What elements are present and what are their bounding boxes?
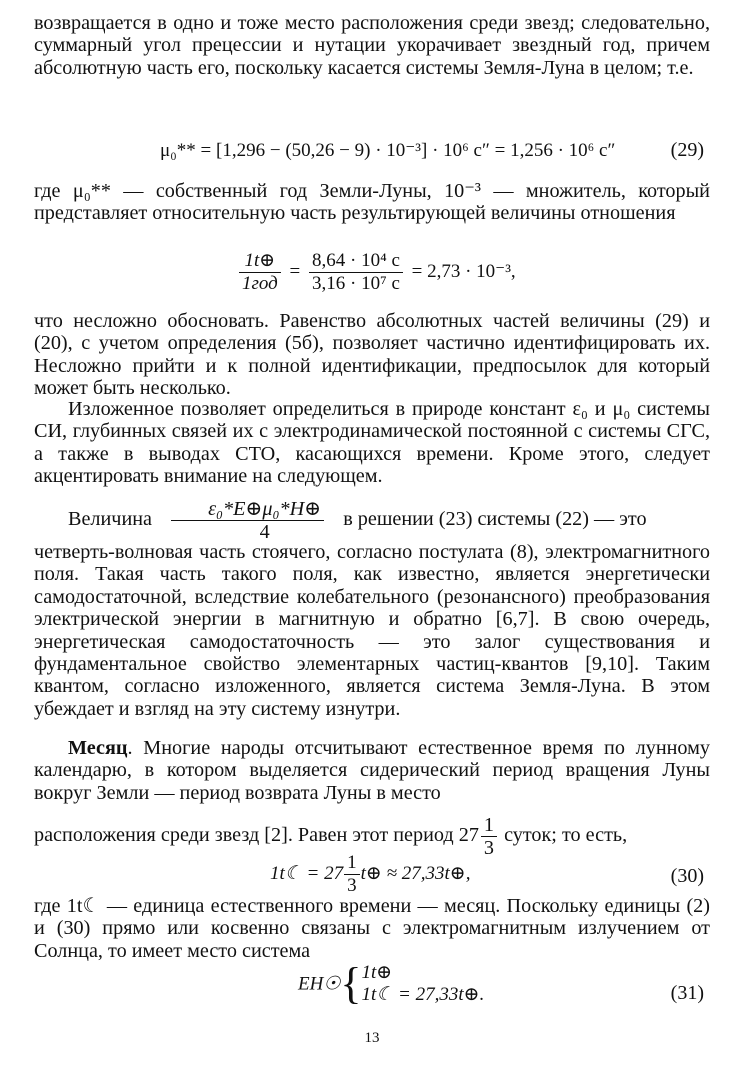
equation-29: μ₀** = [1,296 − (50,26 − 9) · 10⁻³] · 10⁶ c″ = 1,256 · 10⁶ c″ [160,140,616,161]
equation-30-denominator: 3 [347,875,357,896]
period-text: расположения среди звезд [2]. Равен этот период 27 [34,824,479,847]
equation-29-number: (29) [670,139,704,161]
ratio-left-denominator: 1год [242,273,278,294]
equation-31-number: (31) [670,982,704,1004]
paragraph-constants: Изложенное позволяет определиться в природе констант ε₀ и μ₀ системы СИ, глубинных связей их с электродинамической постоянной c системы СГС, а также в выводах СТО, касающихся времени. Кроме этого, следует акцентировать внимание на следующем. [34,398,710,488]
equation-31-system [362,962,485,1006]
paragraph-month [34,737,710,804]
period-fraction [481,814,497,859]
paragraph-quantity [34,498,710,543]
ratio-right-numerator: 8,64 · 10⁴ c [309,250,403,273]
page-number: 13 [364,1030,380,1046]
period-tail: суток; то есть, [504,824,628,847]
ratio-result: = 2,73 · 10⁻³, [411,260,516,282]
equation-30-fraction [344,852,360,897]
equation-30-numerator: 1 [344,852,360,875]
paragraph-intro: возвращается в одно и тоже место расположения среди звезд; следовательно, суммарный угол прецессии и нутации укорачивает звездный год, причем абсолютную часть его, поскольку касается системы Земля-Луна в целом; т.е. [34,12,710,79]
equation-30-lhs: 1t☾ = 27 [270,862,344,884]
equation-31-line2: 1t☾ = 27,33t⊕. [361,984,485,1005]
ratio-left-fraction [239,250,281,295]
paragraph-identification: что несложно обосновать. Равенство абсолютных частей величины (29) и (20), с учетом определения (5б), позволяет частично идентифицировать их. Несложно прийти и к полной идентификации, предпосылок для который может быть несколько. [34,310,710,400]
quantity-denominator: 4 [259,521,270,543]
period-numerator: 1 [481,814,497,837]
month-text: . Многие народы отсчитывают естественное время по лунному календарю, в котором выделяется сидерический период вращения Луны вокруг Земли — период возврата Луны в место [34,737,710,804]
quantity-tail: в решении (23) системы (22) — это [343,508,647,531]
quantity-lead: Величина [68,508,153,531]
equation-31 [298,959,485,1008]
period-denominator: 3 [483,837,495,859]
ratio-left-numerator: 1t⊕ [239,250,281,273]
equation-30-number: (30) [670,865,704,887]
equation-31-prefix: EH☉ [298,973,341,995]
equation-30-rhs: t⊕ ≈ 27,33t⊕, [360,862,471,884]
month-heading: Месяц [68,737,128,759]
ratio-right-denominator: 3,16 · 10⁷ c [312,273,400,294]
quantity-fraction [171,498,324,543]
ratio-right-fraction [309,250,403,295]
quantity-numerator: ε₀*E⊕μ₀*H⊕ [171,498,324,521]
equation-31-line1: 1t⊕ [361,962,393,983]
ratio-equation: $\frac{1t\oplus}{\text{1год}}$ = $\frac{\text{8,64 · 10⁴ c}}{\text{3,16 · 10⁷ c}}$ = 2,73 · 10⁻³, [235,250,516,295]
paragraph-system: где 1t☾ — единица естественного времени — месяц. Поскольку единицы (2) и (30) прямо или косвенно связаны с электромагнитным излучением от Солнца, то имеет место система [34,895,710,962]
equation-31-brace: { [340,959,362,1008]
paragraph-standing-wave: четверть-волновая часть стоячего, согласно постулата (8), электромагнитного поля. Такая часть такого поля, как известно, является энергетически самодостаточной, вследствие колебательного (резонансного) преобразования электрической энергии в магнитную и обратно [6,7]. В свою очередь, энергетическая самодостаточность — это залог существования и фундаментальное свойство элементарных частиц-квантов [9,10]. Таким квантом, согласно изложенного, является система Земля-Луна. В этом убеждает и взгляд на эту систему изнутри. [34,541,710,720]
equation-30 [270,852,470,897]
paragraph-year-definition: где μ₀** — собственный год Земли-Луны, 10⁻³ — множитель, который представляет относительную часть результирующей величины отношения [34,180,710,225]
